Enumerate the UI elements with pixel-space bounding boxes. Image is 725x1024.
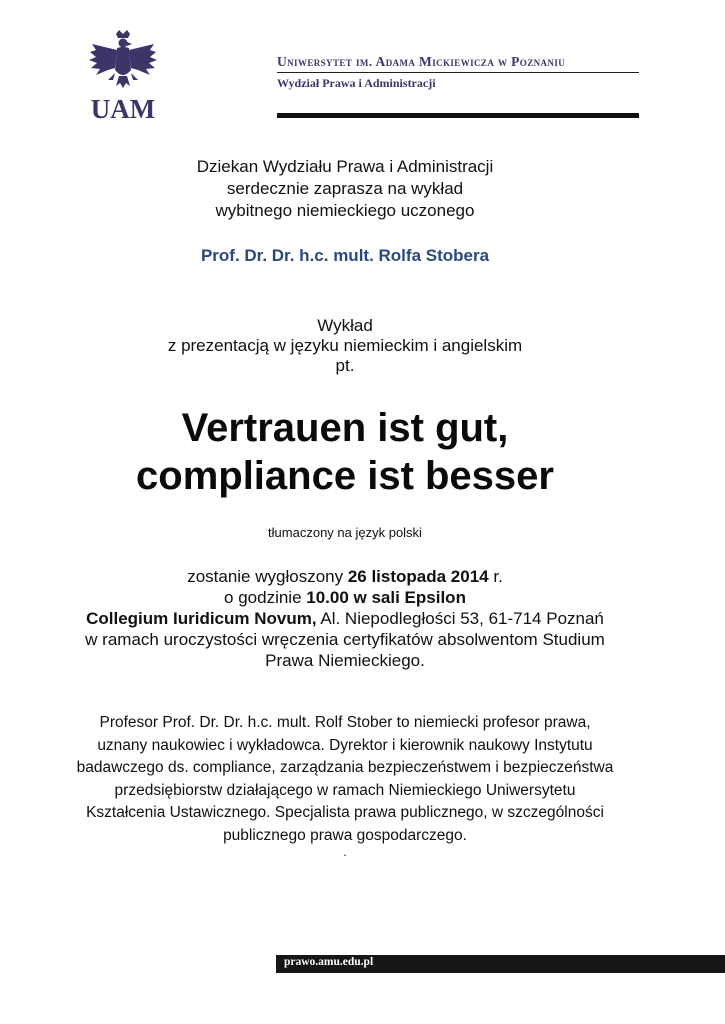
invitation-intro	[0, 156, 690, 222]
lecture-title	[0, 404, 690, 500]
bio-line: badawczego ds. compliance, zarządzania bezpieczeństwem i bezpieczeństwa	[76, 759, 614, 776]
time-prefix: o godzinie	[224, 588, 307, 607]
lecture-line: Wykład	[317, 316, 373, 335]
title-line: compliance ist besser	[136, 454, 554, 498]
lecture-line: z prezentacją w języku niemieckim i angielskim	[167, 336, 523, 355]
footer-bar	[276, 955, 725, 973]
date-line	[0, 566, 690, 587]
speaker-bio	[0, 712, 690, 847]
footer-url[interactable]: prawo.amu.edu.pl	[284, 956, 374, 968]
event-date: 26 listopada 2014	[347, 567, 489, 586]
intro-line: Dziekan Wydziału Prawa i Administracji	[196, 157, 494, 176]
event-time-place: 10.00 w sali Epsilon	[306, 588, 466, 607]
event-details	[0, 566, 690, 671]
trailing-dot: .	[343, 845, 347, 859]
time-line	[0, 587, 690, 608]
university-name: Uniwersytet im. Adama Mickiewicza w Poznaniu	[277, 54, 566, 69]
intro-line: wybitnego niemieckiego uczonego	[215, 201, 475, 220]
date-prefix: zostanie wygłoszony	[187, 567, 348, 586]
intro-line: serdecznie zaprasza na wykład	[226, 179, 464, 198]
bio-line: Kształcenia Ustawicznego. Specjalista prawa publicznego, w szczególności	[86, 804, 604, 821]
header-divider-thin	[277, 72, 639, 73]
occasion-line: Prawa Niemieckiego.	[265, 651, 425, 670]
venue-address: Al. Niepodległości 53, 61-714 Poznań	[316, 609, 604, 628]
speaker-name: Prof. Dr. Dr. h.c. mult. Rolfa Stobera	[200, 246, 490, 265]
header-divider-thick	[277, 113, 639, 118]
uam-eagle-logo	[86, 30, 160, 122]
bio-line: przedsiębiorstw działającego w ramach Niemieckiego Uniwersytetu	[114, 781, 576, 799]
date-suffix: r.	[488, 567, 503, 586]
lecture-info	[0, 316, 690, 376]
faculty-name: Wydział Prawa i Administracji	[277, 76, 436, 90]
occasion-line: w ramach uroczystości wręczenia certyfikatów absolwentom Studium	[85, 630, 605, 649]
venue-line	[0, 608, 690, 629]
bio-line: publicznego prawa gospodarczego.	[223, 826, 467, 844]
title-line: Vertrauen ist gut,	[181, 406, 509, 450]
translation-note: tłumaczony na język polski	[268, 525, 422, 540]
venue-name: Collegium Iuridicum Novum,	[86, 609, 317, 628]
bio-line: Profesor Prof. Dr. Dr. h.c. mult. Rolf Stober to niemiecki profesor prawa,	[99, 714, 591, 731]
lecture-line: pt.	[335, 356, 355, 375]
logo-text: UAM	[90, 94, 156, 122]
bio-line: uznany naukowiec i wykładowca. Dyrektor i kierownik naukowy Instytutu	[97, 736, 593, 754]
